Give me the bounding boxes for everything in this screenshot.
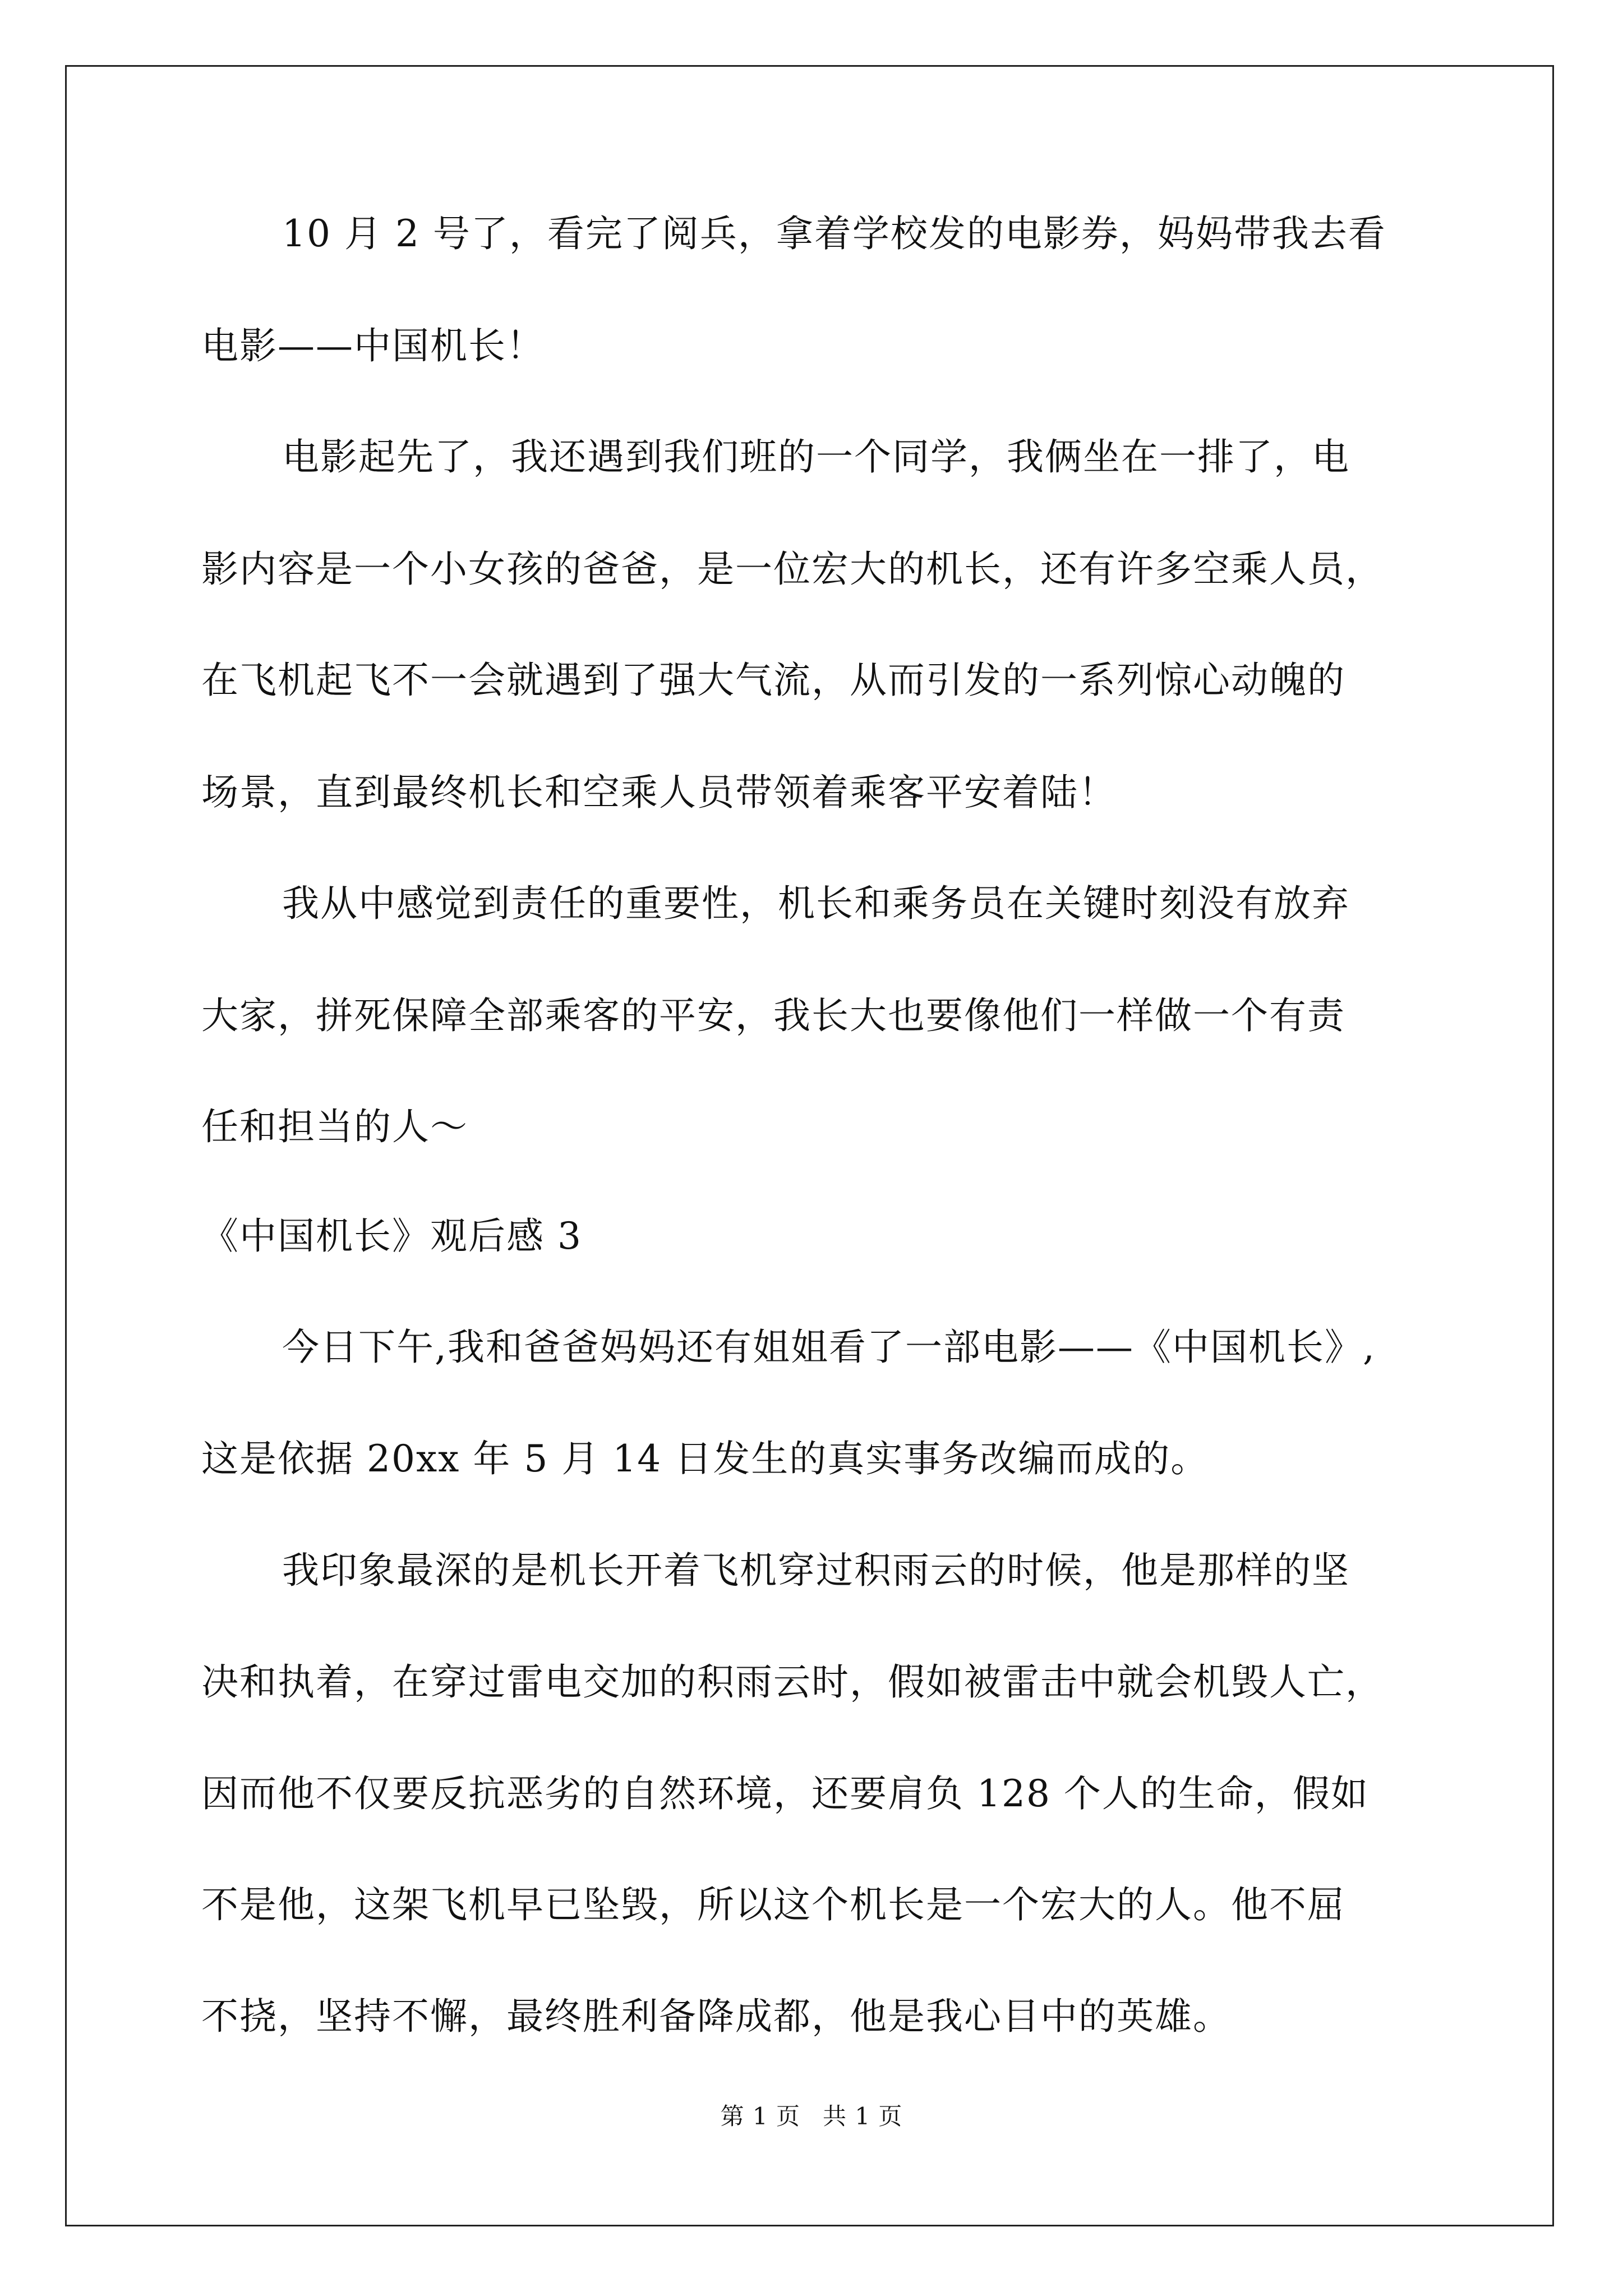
paragraph-line: 这是依据 20xx 年 5 月 14 日发生的真实事务改编而成的。 xyxy=(201,1437,1209,1480)
paragraph-line: 不是他，这架飞机早已坠毁，所以这个机长是一个宏大的人。他不屈 xyxy=(201,1883,1345,1926)
section-heading: 《中国机长》观后感 3 xyxy=(201,1214,582,1258)
paragraph-line: 不挠，坚持不懈，最终胜利备降成都，他是我心目中的英雄。 xyxy=(201,1995,1231,2038)
paragraph-line: 我印象最深的是机长开着飞机穿过积雨云的时候，他是那样的坚 xyxy=(282,1549,1350,1592)
paragraph-line: 10 月 2 号了，看完了阅兵，拿着学校发的电影券，妈妈带我去看 xyxy=(282,212,1386,255)
page-footer xyxy=(0,2102,1623,2131)
paragraph-line: 大家，拼死保障全部乘客的平安，我长大也要像他们一样做一个有责 xyxy=(201,994,1345,1037)
paragraph-line: 影内容是一个小女孩的爸爸，是一位宏大的机长，还有许多空乘人员， xyxy=(201,547,1384,591)
page-number-total: 共 1 页 xyxy=(823,2102,903,2130)
paragraph-line: 场景，直到最终机长和空乘人员带领着乘客平安着陆！ xyxy=(201,771,1117,814)
paragraph-line: 我从中感觉到责任的重要性，机长和乘务员在关键时刻没有放弃 xyxy=(282,882,1350,925)
paragraph-line: 决和执着，在穿过雷电交加的积雨云时，假如被雷击中就会机毁人亡， xyxy=(201,1660,1384,1704)
paragraph-line: 任和担当的人～ xyxy=(201,1105,468,1148)
paragraph-line: 电影——中国机长！ xyxy=(201,324,545,367)
paragraph-line: 在飞机起飞不一会就遇到了强大气流，从而引发的一系列惊心动魄的 xyxy=(201,659,1345,702)
paragraph-line: 因而他不仅要反抗恶劣的自然环境，还要肩负 128 个人的生命，假如 xyxy=(201,1772,1369,1815)
page-number-current: 第 1 页 xyxy=(720,2102,800,2130)
paragraph-line: 今日下午,我和爸爸妈妈还有姐姐看了一部电影——《中国机长》, xyxy=(282,1326,1376,1369)
paragraph-line: 电影起先了，我还遇到我们班的一个同学，我俩坐在一排了，电 xyxy=(282,435,1350,478)
